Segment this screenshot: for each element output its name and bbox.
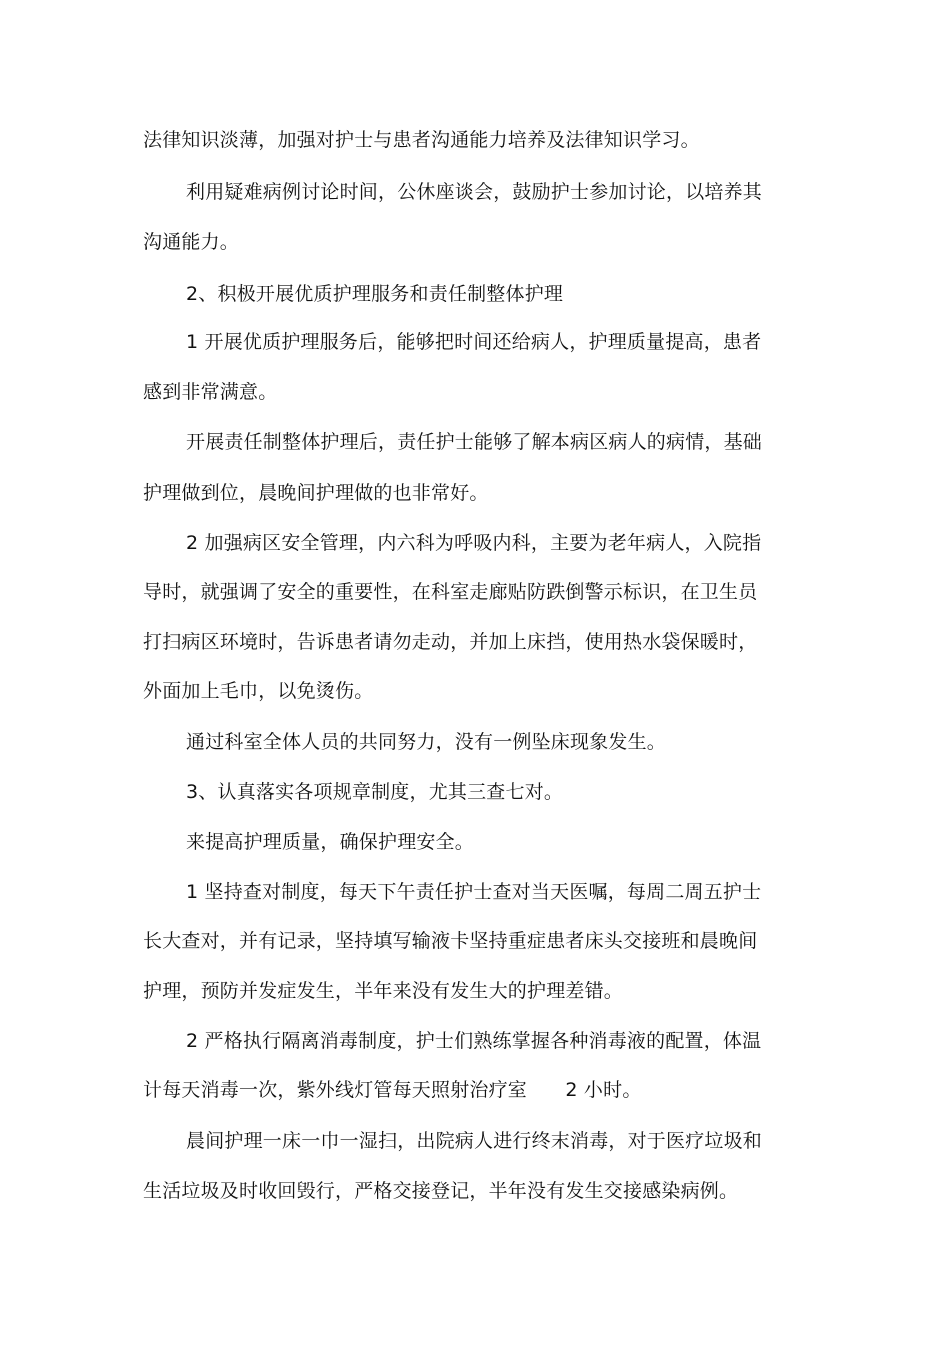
text-line: 来提高护理质量，确保护理安全。: [186, 831, 475, 853]
text-line: 长大查对，并有记录，坚持填写输液卡坚持重症患者床头交接班和晨晚间: [143, 930, 758, 952]
text-line: 1 开展优质护理服务后，能够把时间还给病人，护理质量提高，患者: [186, 331, 762, 353]
text-line: 开展责任制整体护理后，责任护士能够了解本病区病人的病情，基础: [186, 431, 763, 453]
section-heading: 2、积极开展优质护理服务和责任制整体护理: [186, 283, 564, 305]
text-line: 感到非常满意。: [143, 381, 278, 403]
text-line: 生活垃圾及时收回毁行，严格交接登记，半年没有发生交接感染病例。: [143, 1180, 739, 1202]
text-line: 打扫病区环境时，告诉患者请勿走动，并加上床挡，使用热水袋保暖时，: [143, 631, 758, 653]
text-line: 1 坚持查对制度，每天下午责任护士查对当天医嘱，每周二周五护士: [186, 881, 762, 903]
text-line: 晨间护理一床一巾一湿扫，出院病人进行终末消毒，对于医疗垃圾和: [186, 1130, 763, 1152]
text-line: 2 加强病区安全管理，内六科为呼吸内科，主要为老年病人，入院指: [186, 532, 762, 554]
text-line: 护理做到位，晨晚间护理做的也非常好。: [143, 482, 489, 504]
text-line: 2 严格执行隔离消毒制度，护士们熟练掌握各种消毒液的配置，体温: [186, 1030, 762, 1052]
text-line: 计每天消毒一次，紫外线灯管每天照射治疗室 2 小时。: [143, 1079, 642, 1101]
text-line: 利用疑难病例讨论时间，公休座谈会，鼓励护士参加讨论，以培养其: [186, 181, 763, 203]
text-line: 外面加上毛巾，以免烫伤。: [143, 680, 374, 702]
text-line: 通过科室全体人员的共同努力，没有一例坠床现象发生。: [186, 731, 667, 753]
text-line: 护理，预防并发症发生，半年来没有发生大的护理差错。: [143, 980, 624, 1002]
text-line: 导时，就强调了安全的重要性，在科室走廊贴防跌倒警示标识，在卫生员: [143, 581, 758, 603]
text-line: 沟通能力。: [143, 231, 240, 253]
section-heading: 3、认真落实各项规章制度，尤其三查七对。: [186, 781, 564, 803]
text-line: 法律知识淡薄，加强对护士与患者沟通能力培养及法律知识学习。: [143, 129, 700, 151]
